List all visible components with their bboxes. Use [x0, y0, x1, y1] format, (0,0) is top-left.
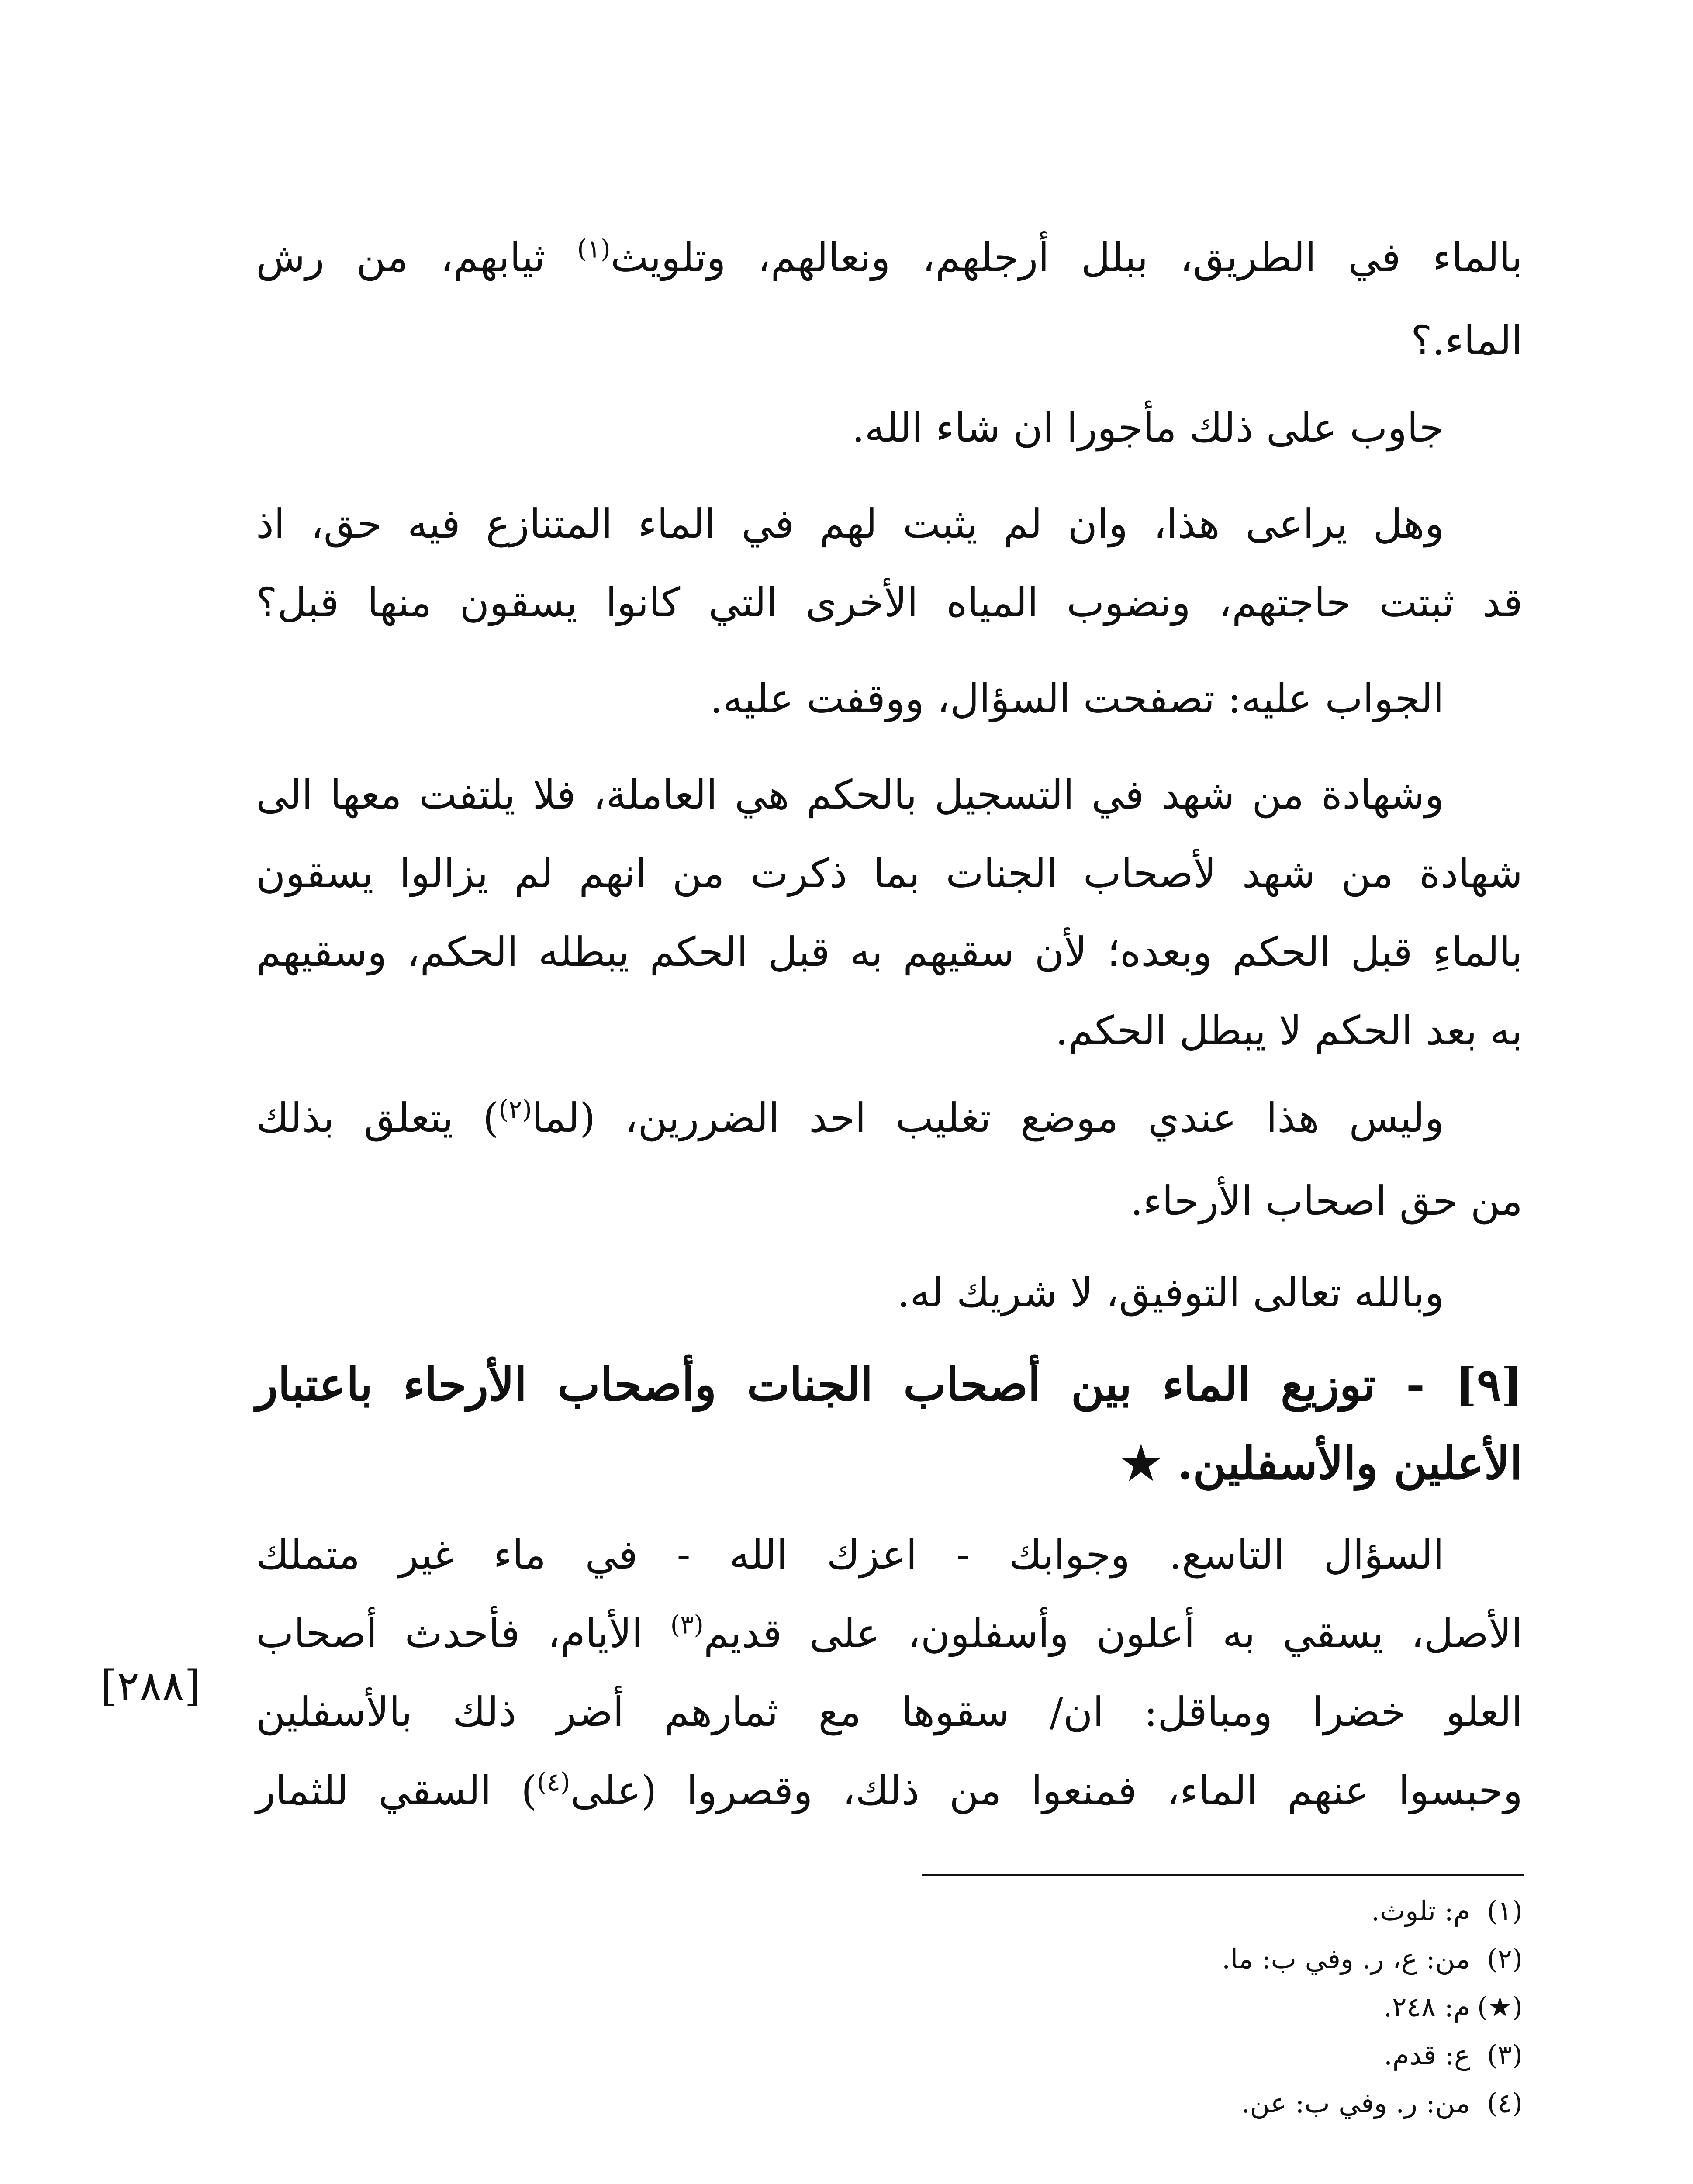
text-segment: وحبسوا عنهم الماء، فمنعوا من ذلك، وقصروا (على [570, 1767, 1523, 1814]
footnote [1241, 2084, 1523, 2123]
text-line: السؤال التاسع. وجوابك - اعزك الله - في ماء غير متملك [256, 1531, 1444, 1578]
footnote-number: (١) [1487, 1895, 1523, 1927]
text-line: به بعد الحكم لا يبطل الحكم. [1055, 1007, 1523, 1054]
text-line [256, 1765, 1523, 1817]
text-line: وبالله تعالى التوفيق، لا شريك له. [897, 1269, 1444, 1316]
text-line: وشهادة من شهد في التسجيل بالحكم هي العاملة، فلا يلتفت معها الى [256, 771, 1444, 818]
text-line: الماء.؟ [1410, 317, 1523, 364]
footnote-divider [922, 1874, 1524, 1876]
footnote-text: من: ر. وفي ب: عن. [1241, 2087, 1470, 2119]
footnote-text: ع: قدم. [1384, 2039, 1470, 2071]
text-line: الجواب عليه: تصفحت السؤال، ووقفت عليه. [710, 675, 1444, 722]
text-line: شهادة من شهد لأصحاب الجنات بما ذكرت من انهم لم يزالوا يسقون [256, 850, 1523, 897]
text-line: العلو خضرا ومباقل: ان/ سقوها مع ثمارهم أضر ذلك بالأسفلين [256, 1689, 1523, 1735]
text-segment: وليس هذا عندي موضع تغليب احد الضررين، (لما [532, 1095, 1444, 1141]
footnote-text: م: تلوث. [1371, 1895, 1470, 1927]
text-line: جاوب على ذلك مأجورا ان شاء الله. [852, 404, 1444, 451]
section-heading: الأعلين والأسفلين. ★ [1120, 1436, 1523, 1490]
text-line [256, 232, 1523, 284]
text-segment: الأيام، فأحدث أصحاب [256, 1610, 670, 1657]
page-marker: [٢٨٨] [100, 1662, 201, 1711]
footnote-ref: (١) [577, 234, 611, 264]
footnote-text: من: ع، ر. وفي ب: ما. [1222, 1943, 1470, 1975]
text-segment: ثيابهم، من رش [256, 234, 546, 281]
footnote-text: م: ٢٤٨. [1383, 1991, 1470, 2023]
text-line [256, 1092, 1444, 1144]
section-heading: [٩] - توزيع الماء بين أصحاب الجنات وأصحاب الأرحاء باعتبار [256, 1358, 1523, 1411]
footnote-number: (٤) [1487, 2087, 1523, 2119]
footnote [1371, 1891, 1523, 1931]
footnote [1384, 2035, 1523, 2075]
text-segment: الأصل، يسقي به أعلون وأسفلون، على قديم [704, 1610, 1523, 1657]
text-line: قد ثبتت حاجتهم، ونضوب المياه الأخرى التي كانوا يسقون منها قبل؟ [256, 579, 1523, 626]
footnote-ref: (٢) [498, 1094, 532, 1124]
text-line: من حق اصحاب الأرحاء. [1130, 1178, 1523, 1224]
footnote-number: (٢) [1487, 1943, 1523, 1975]
footnote-number: (٣) [1487, 2039, 1523, 2071]
text-segment: ) يتعلق بذلك [256, 1095, 499, 1141]
footnote-ref: (٣) [670, 1610, 704, 1640]
footnote-number: (★) [1477, 1991, 1523, 2023]
text-line: وهل يراعى هذا، وان لم يثبت لهم في الماء المتنازع فيه حق، اذ [256, 501, 1444, 547]
footnote [1383, 1987, 1523, 2027]
text-line [256, 1607, 1523, 1660]
footnote-ref: (٤) [537, 1767, 570, 1797]
text-segment: بالماء في الطريق، ببلل أرجلهم، ونعالهم، وتلويث [610, 234, 1523, 281]
footnote [1222, 1939, 1523, 1979]
text-line: بالماءِ قبل الحكم وبعده؛ لأن سقيهم به قبل الحكم يبطله الحكم، وسقيهم [256, 929, 1523, 975]
text-segment: ) السقي للثمار [256, 1767, 537, 1814]
